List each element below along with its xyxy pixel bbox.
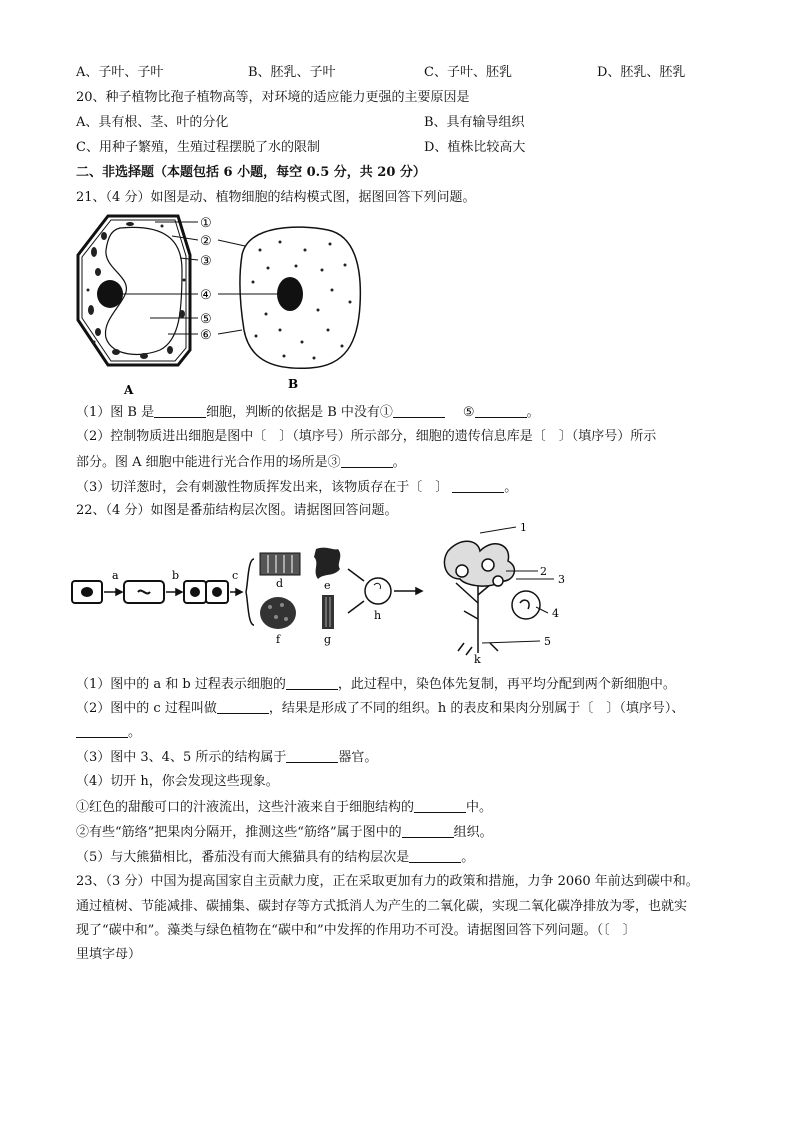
q22-sub3 [76,748,377,767]
answer-blank[interactable] [341,453,393,468]
q22-sub1-text-a: （1）图中的 a 和 b 过程表示细胞的 [76,677,286,692]
q21-stem: 21、（4 分）如图是动、植物细胞的结构模式图，据图回答下列问题。 [76,190,476,205]
label-3: ③ [200,254,212,269]
q21-sub3 [76,478,517,497]
label-e: e [324,579,331,592]
q22-sub3-text-b: 器官。 [338,750,378,765]
label-cell-b: B [288,377,299,391]
q22-sub2-text-b: ，结果是形成了不同的组织。h 的表皮和果肉分别属于〔 〕（填序号）、 [268,701,685,716]
q22-sub4-1-text-b: 中。 [466,800,493,815]
q20-stem: 20、种子植物比孢子植物高等，对环境的适应能力更强的主要原因是 [76,90,470,105]
q20-option-b: B、具有输导组织 [424,115,525,130]
label-2: 2 [540,565,547,578]
q22-sub4-1-text-a: ①红色的甜酸可口的汁液流出，这些汁液来自于细胞结构的 [76,800,415,815]
label-c: c [232,569,239,582]
q22-sub2-cont [76,723,141,742]
label-a: a [112,569,119,582]
label-3: 3 [558,573,565,586]
q22-sub5 [76,848,474,867]
q22-sub1 [76,675,676,694]
q19-option-b: B、胚乳、子叶 [248,65,336,80]
label-2: ② [200,234,212,249]
label-b: b [172,569,180,582]
section-heading: 二、非选择题（本题包括 6 小题，每空 0.5 分，共 20 分） [76,165,426,180]
q22-tomato-figure [68,523,568,668]
answer-blank[interactable] [409,848,461,863]
label-f: f [276,633,281,646]
tomato-plant-k [444,541,540,655]
q20-option-d: D、植株比较高大 [424,140,526,155]
q22-stem: 22、（4 分）如图是番茄结构层次图。请据图回答问题。 [76,503,398,518]
tomato-fruit-h [365,578,391,604]
q22-sub2 [76,699,684,718]
q21-sub2-line1: （2）控制物质进出细胞是图中〔 〕（填序号）所示部分，细胞的遗传信息库是〔 〕（填序号）所示 [76,429,657,444]
label-g: g [324,633,332,646]
q21-sub2-end: 。 [392,455,406,470]
q22-sub4: （4）切开 h，你会发现这些现象。 [76,774,279,789]
q20-option-c: C、用种子繁殖，生殖过程摆脱了水的限制 [76,140,320,155]
tissue-f [260,597,296,629]
answer-blank[interactable] [393,403,445,418]
q19-option-a: A、子叶、子叶 [76,65,164,80]
q21-sub1 [76,403,540,422]
label-k: k [474,653,481,666]
label-1: 1 [520,523,527,534]
q21-sub2-text: 部分。图 A 细胞中能进行光合作用的场所是③ [76,455,341,470]
tissue-d [260,553,300,575]
answer-blank[interactable] [452,478,504,493]
animal-cell-diagram [240,227,361,368]
label-cell-a: A [124,383,134,397]
q22-sub4-1 [76,798,492,817]
q22-sub3-text-a: （3）图中 3、4、5 所示的结构属于 [76,750,287,765]
q21-sub3-text: （3）切洋葱时，会有刺激性物质挥发出来，该物质存在于〔 〕 [76,480,449,495]
q20-option-a: A、具有根、茎、叶的分化 [76,115,229,130]
q22-sub4-2-text-b: 组织。 [453,825,493,840]
label-1: ① [200,216,212,231]
q19-option-d: D、胚乳、胚乳 [597,65,686,80]
answer-blank[interactable] [76,723,128,738]
answer-blank[interactable] [217,699,269,714]
q22-sub4-2-text-a: ②有些“筋络”把果肉分隔开，推测这些“筋络”属于图中的 [76,825,402,840]
q23-line-2: 通过植树、节能减排、碳捕集、碳封存等方式抵消人为产生的二氧化碳，实现二氧化碳净排放为零，也就实 [76,899,688,914]
q23-line-1: 23、（3 分）中国为提高国家自主贡献力度，正在采取更加有力的政策和措施，力争 2060 年前达到碳中和。 [76,874,699,889]
q21-sub3-end: 。 [504,480,518,495]
answer-blank[interactable] [414,798,466,813]
q22-sub4-2 [76,823,493,842]
q21-sub1-end: 。 [526,405,540,420]
q22-sub5-text: （5）与大熊猫相比，番茄没有而大熊猫具有的结构层次是 [76,850,410,865]
label-d: d [276,577,284,590]
answer-blank[interactable] [154,403,206,418]
label-4: 4 [552,607,559,620]
q19-option-c: C、子叶、胚乳 [424,65,512,80]
label-5: 5 [544,635,551,648]
q22-sub5-end: 。 [461,850,475,865]
q21-sub2-line2 [76,453,406,472]
label-4: ④ [200,288,212,303]
answer-blank[interactable] [286,675,338,690]
q22-sub1-text-b: ，此过程中，染色体先复制，再平均分配到两个新细胞中。 [337,677,676,692]
q21-sub1-text-a: （1）图 B 是 [76,405,155,420]
label-6: ⑥ [200,328,212,343]
q21-cell-figure [70,210,370,400]
tissue-e [314,548,340,579]
answer-blank[interactable] [286,748,338,763]
label-5: ⑤ [200,312,212,327]
q23-line-3: 现了“碳中和”。藻类与绿色植物在“碳中和”中发挥的作用功不可没。请据图回答下列问题。（〔 〕 [76,923,636,938]
q22-sub2-end: 。 [128,725,142,740]
answer-blank[interactable] [402,823,454,838]
plant-cell-diagram [78,216,190,365]
tissue-g [322,595,334,629]
q22-sub2-text-a: （2）图中的 c 过程叫做 [76,701,217,716]
answer-blank[interactable] [475,403,527,418]
q23-line-4: 里填字母） [76,947,142,962]
q21-sub1-text-b: 细胞，判断的依据是 B 中没有① [206,405,393,420]
q21-sub1-text-c: ⑤ [462,405,475,420]
label-h: h [374,609,382,622]
